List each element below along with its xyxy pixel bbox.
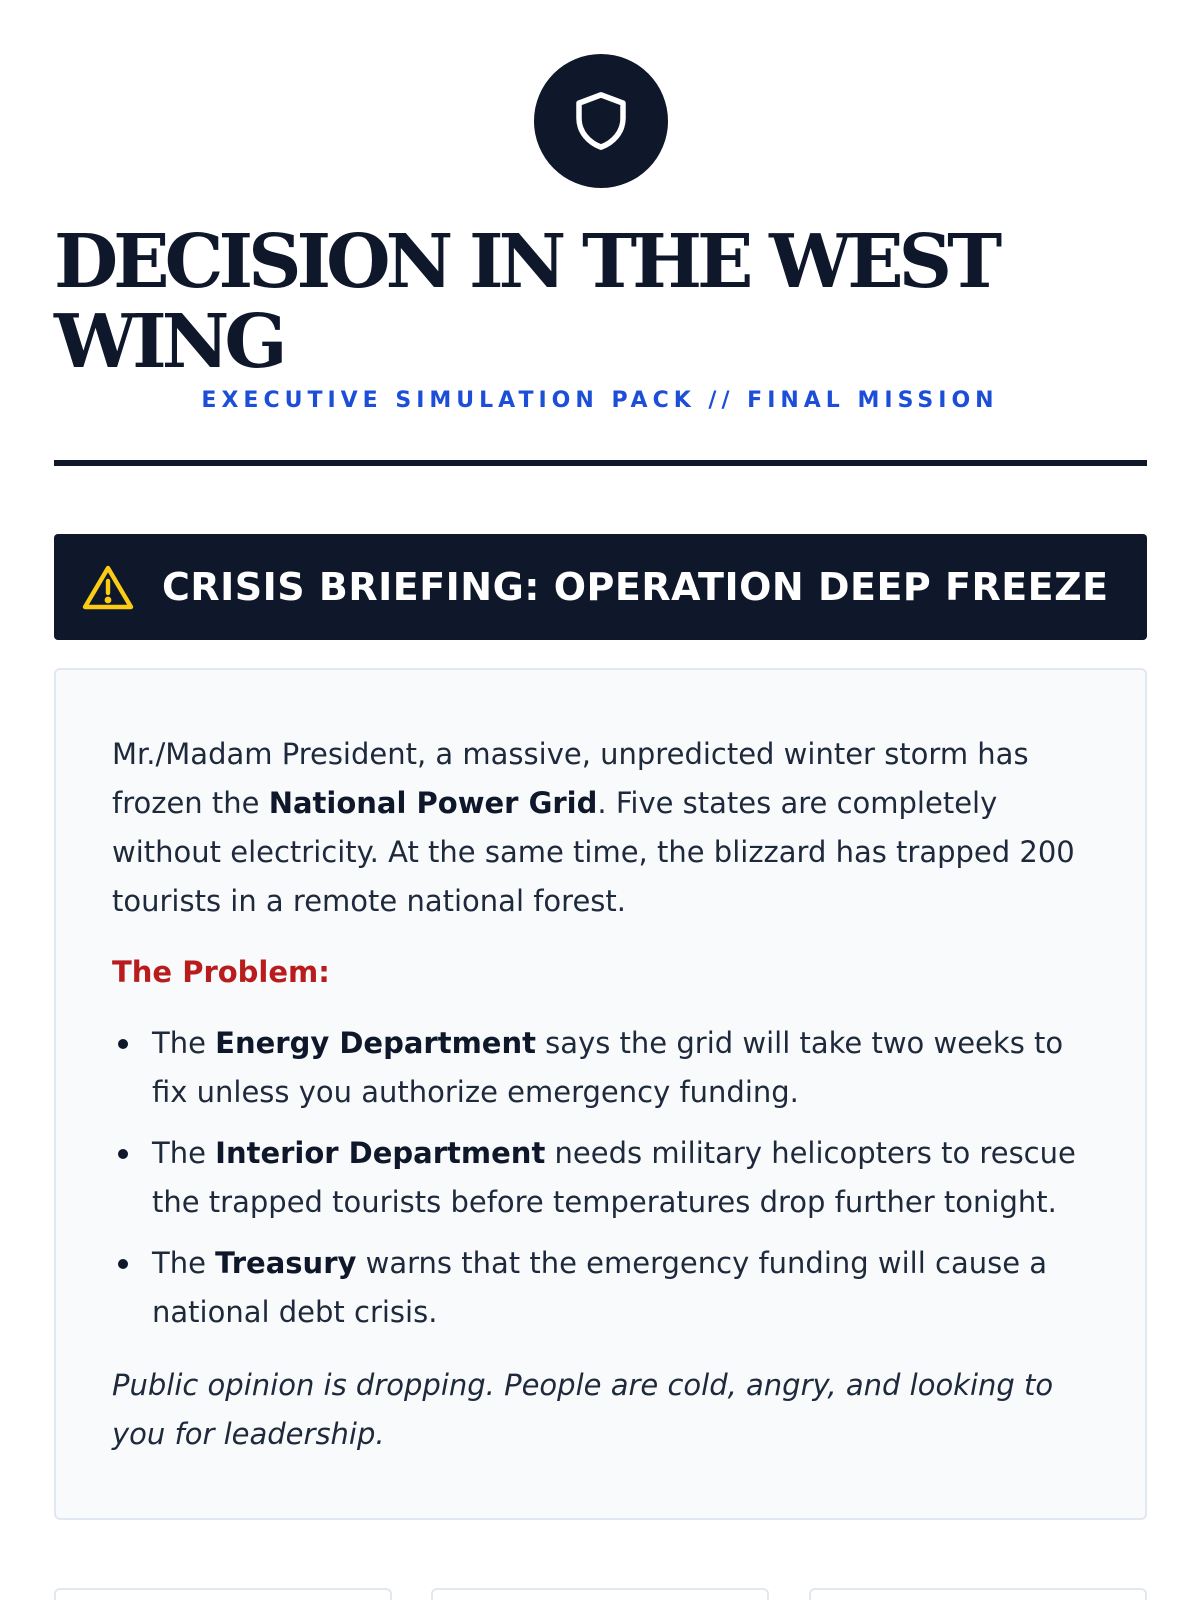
problem-heading: The Problem: [112, 955, 330, 989]
page-subtitle: EXECUTIVE SIMULATION PACK // FINAL MISSION [201, 388, 999, 413]
option-card[interactable] [54, 1588, 392, 1600]
list-item: The Energy Department says the grid will take two weeks to fix unless you authorize emergency funding. [112, 1019, 1089, 1117]
bullet-icon [118, 1149, 128, 1159]
list-item: The Interior Department needs military helicopters to rescue the trapped tourists before temperatures drop further tonight. [112, 1129, 1089, 1227]
briefing-closing: Public opinion is dropping. People are cold, angry, and looking to you for leadership. [112, 1368, 1054, 1451]
logo-badge [534, 54, 668, 188]
problem-list [112, 1019, 1089, 1337]
warning-icon [82, 564, 134, 610]
bullet-icon [118, 1259, 128, 1269]
page-title: DECISION IN THE WEST WING [54, 219, 998, 385]
banner-title: CRISIS BRIEFING: OPERATION DEEP FREEZE [162, 565, 1109, 609]
briefing-card [54, 668, 1147, 1520]
option-card[interactable] [431, 1588, 769, 1600]
highlight-national-power-grid: National Power Grid [268, 786, 598, 820]
shield-icon [568, 88, 634, 154]
list-item: The Treasury warns that the emergency funding will cause a national debt crisis. [112, 1239, 1089, 1337]
briefing-intro: Mr./Madam President, a massive, unpredicted winter storm has frozen the National Power Grid. Five states are completely without electricity. At the same time, the blizzard has trapped 200 tourists in a remote national forest. [112, 737, 1075, 918]
crisis-banner [54, 534, 1147, 640]
option-card[interactable] [809, 1588, 1147, 1600]
bullet-icon [118, 1039, 128, 1049]
header-divider [54, 460, 1147, 466]
